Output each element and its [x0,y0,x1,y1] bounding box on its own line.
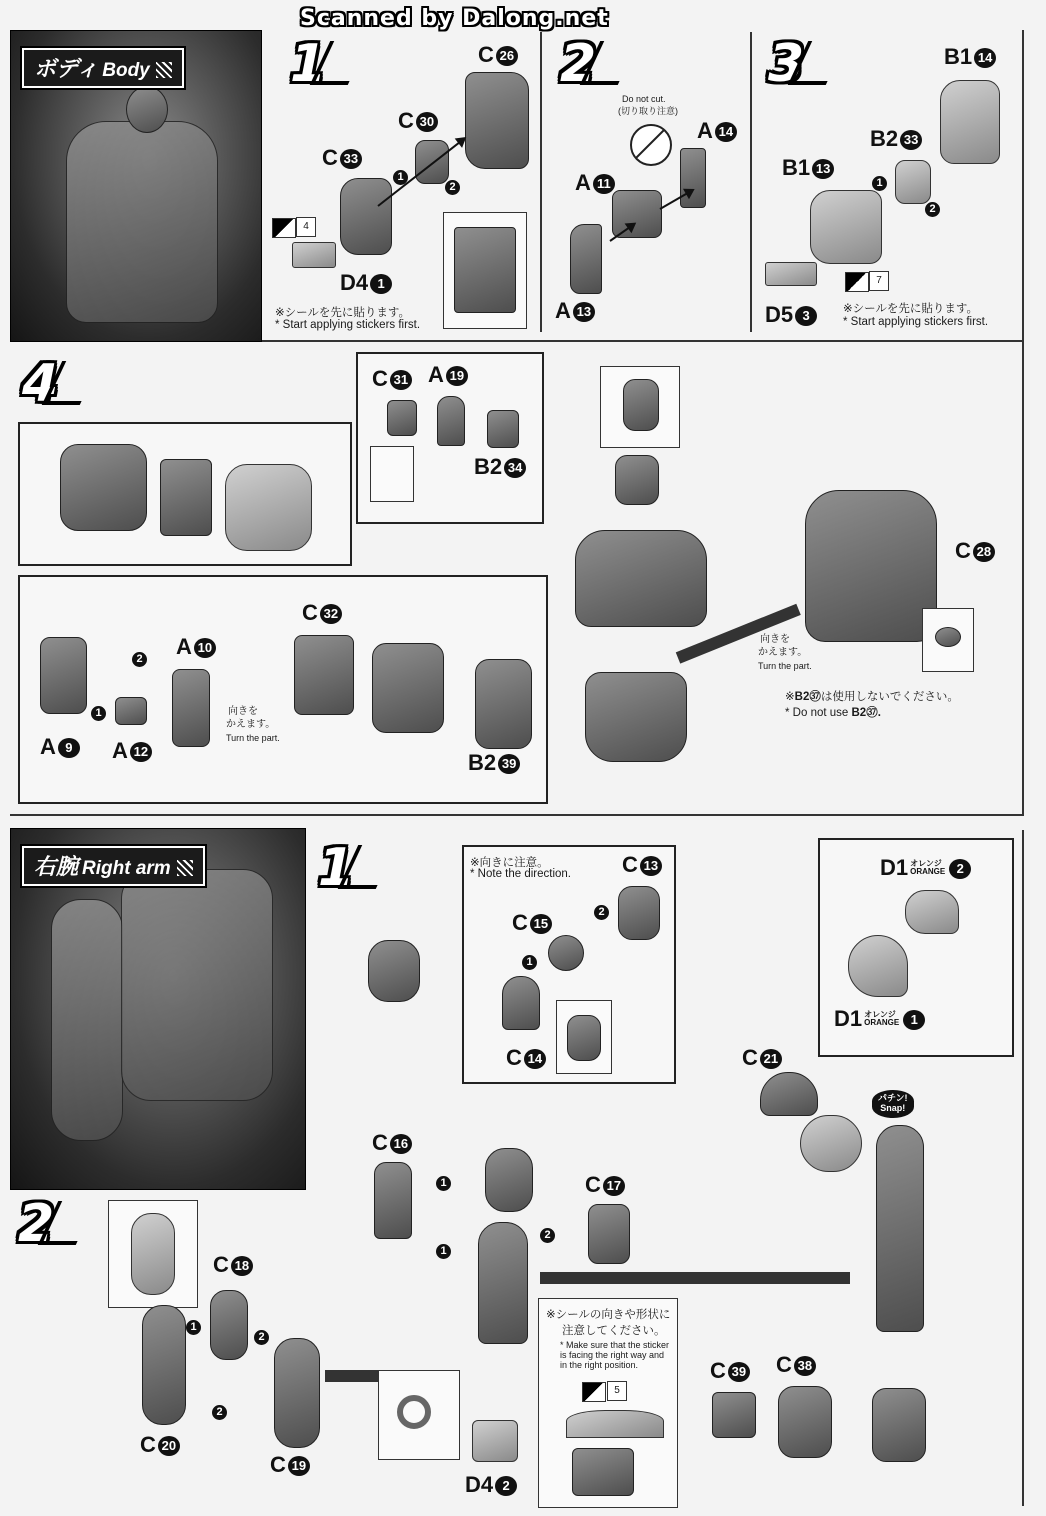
body-step-2: 2 [560,38,628,90]
part-d1-1-shape [848,935,908,997]
part-c33-shape [340,178,392,255]
part-d4-shape [292,242,336,268]
part-c17: C 17 [585,1172,625,1198]
arm-step2-order-2a: 2 [540,1228,555,1243]
hatch-icon [177,860,193,876]
torso-assembled [575,530,707,627]
part-c18: C 18 [213,1252,253,1278]
part-c16-shape [374,1162,412,1239]
part-c21: C 21 [742,1045,782,1071]
part-c13-shape [618,886,660,940]
part-c19-shape [274,1338,320,1448]
arm-step2-order-2c: 2 [212,1405,227,1420]
part-a9: A 9 [40,734,80,760]
part-b2-39-shape [475,659,532,749]
sticker-note-en2: is facing the right way and [560,1350,665,1360]
part-c14: C 14 [506,1045,546,1071]
part-a14-shape [680,148,706,208]
section-tag-body-jp: ボディ [34,56,99,81]
step3-order-2: 2 [925,202,940,217]
c28-detail-shape [935,627,961,647]
step3-note-en: * Start applying stickers first. [843,316,989,328]
part-c31: C 31 [372,366,412,392]
part-d1-2: D1 オレンジ ORANGE 2 [880,855,971,881]
turn-note-right-en: Turn the part. [758,661,812,671]
section-tag-body [22,48,184,88]
sticker-note-en1: * Make sure that the sticker [560,1340,670,1350]
part-c19: C 19 [270,1452,310,1478]
step1-detail-box [443,212,527,329]
ring-detail-box [378,1370,460,1460]
divider-arm-right [1022,830,1024,1506]
step4-back-part [60,444,147,531]
part-c31-shape [387,400,417,436]
arm-step2-arrow-right [540,1272,850,1284]
waist-assembled [585,672,687,762]
step4-front-part [225,464,312,551]
part-c28: C 28 [955,538,995,564]
neck-figure [126,86,168,133]
part-b1-13-shape [810,190,882,264]
c18-detail-box [108,1200,198,1308]
elbow-part [485,1148,533,1212]
torso-figure [66,121,218,323]
part-a19-shape [437,396,465,446]
torso-rear-view [805,490,937,642]
divider-body-right [1022,30,1024,815]
section-tag-body-en: Body [102,60,150,81]
step4-order-1: 1 [91,706,106,721]
c28-detail-box [922,608,974,672]
neck-joint-shape [623,379,659,431]
turn-note-right-jp2: かえます。 [758,647,808,658]
part-b1-14: B1 14 [944,44,996,70]
part-b2-33-shape [895,160,931,204]
step1-note-en: * Start applying stickers first. [275,319,421,331]
part-d4-2: D4 2 [465,1472,517,1498]
part-a9-shape [40,637,87,714]
part-a11: A 11 [575,170,615,196]
part-c39: C 39 [710,1358,750,1384]
ring-icon [397,1395,431,1429]
c14-detail-box [556,1000,612,1074]
step1-order-2: 2 [445,180,460,195]
direction-note-jp: ※向きに注意。 [470,857,549,869]
sticker-applied-shape [572,1448,634,1496]
part-d4-2-shape [472,1420,518,1462]
part-c18-shape [210,1290,248,1360]
divider-step1-2 [540,32,542,332]
part-d4-1: D4 1 [340,270,392,296]
arm-figure [51,899,123,1141]
part-b2-34-shape [487,410,519,448]
sticker-number-7: 7 [869,271,889,291]
step4-neck-detail [600,366,680,448]
part-c38-shape [778,1386,832,1458]
arm-step1-order-2: 2 [594,905,609,920]
do-not-cut-jp: (切り取り注意) [618,106,678,116]
part-a19: A 19 [428,362,468,388]
do-not-use-jp: ※B2㊲は使用しないでください。 [785,691,959,703]
part-c33: C 33 [322,145,362,171]
sticker-shape [566,1410,664,1438]
step4-order-2: 2 [132,652,147,667]
sticker-note-jp1: ※シールの向きや形状に [546,1309,671,1321]
part-c15: C 15 [512,910,552,936]
arm-step-2: 2 [18,1198,86,1250]
part-b2-39: B2 39 [468,750,520,776]
part-d5-shape [765,262,817,286]
part-c26: C 26 [478,42,518,68]
waist-core-shape [372,643,444,733]
c14-detail-shape [567,1015,601,1061]
body-step-3: 3 [768,38,836,90]
part-c13: C 13 [622,852,662,878]
turn-note-right-jp1: 向きを [760,634,790,645]
part-d5-3: D5 3 [765,302,817,328]
step4-detail-box [370,446,414,502]
chest-figure [121,869,273,1101]
body-step-4: 4 [22,358,90,410]
part-b2-33: B2 33 [870,126,922,152]
part-c17-shape [588,1204,630,1264]
step1-detail-part [454,227,516,313]
sticker-flag-icon [845,272,869,292]
turn-note-left-jp1: 向きを [228,706,258,717]
hatch-icon [156,62,172,78]
section-tag-arm [22,846,205,886]
divider-step2-3 [750,32,752,332]
section-tag-arm-jp: 右腕 [34,854,79,879]
section-tag-arm-en: Right arm [82,858,171,879]
sticker-note-en3: in the right position. [560,1360,639,1370]
body-step-1: 1 [290,38,358,90]
step4-mid-part [160,459,212,536]
do-not-cut-icon [630,124,672,166]
part-c20-shape [142,1305,186,1425]
step3-note-jp: ※シールを先に貼ります。 [843,303,978,315]
step4-panel-top-left [18,422,352,566]
part-a12-shape [115,697,147,725]
step3-order-1: 1 [872,176,887,191]
part-c32: C 32 [302,600,342,626]
part-a13-shape [570,224,602,294]
do-not-cut-en: Do not cut. [622,94,666,104]
arm-step2-order-1b: 1 [436,1244,451,1259]
part-a13: A 13 [555,298,595,324]
sticker-flag-icon [582,1382,606,1402]
direction-note-en: * Note the direction. [470,868,572,880]
turn-note-left-en: Turn the part. [226,733,280,743]
c18-detail-shape [131,1213,175,1295]
part-a10-shape [172,669,210,747]
turn-note-left-jp2: かえます。 [226,719,276,730]
shoulder-assembled [800,1115,862,1172]
part-a10: A 10 [176,634,216,660]
part-c38: C 38 [776,1352,816,1378]
step1-order-1: 1 [393,170,408,185]
part-a12: A 12 [112,738,152,764]
forearm-part [478,1222,528,1344]
neck-joint-assembled [615,455,659,505]
arm-step2-order-2b: 2 [254,1330,269,1345]
part-b2-34: B2 34 [474,454,526,480]
part-c16: C 16 [372,1130,412,1156]
divider-body-top [262,340,1024,342]
arm-step-1: 1 [318,842,386,894]
sticker-number-4: 4 [296,217,316,237]
part-c32-shape [294,635,354,715]
scan-watermark: Scanned by Dalong.net [300,6,609,31]
part-b1-13: B1 13 [782,155,834,181]
part-a11-shape [612,190,662,238]
part-d1-1: D1 オレンジ ORANGE 1 [834,1006,925,1032]
arm-step2-order-1c: 1 [186,1320,201,1335]
arm-assembled-long [876,1125,924,1332]
do-not-use-en: * Do not use B2㊲. [785,707,881,719]
part-c20: C 20 [140,1432,180,1458]
upper-arm-part [368,940,420,1002]
part-c30: C 30 [398,108,438,134]
part-a14: A 14 [697,118,737,144]
divider-body-bottom [10,814,1024,816]
sticker-note-jp2: 注意してください。 [562,1325,666,1337]
sticker-number-5: 5 [607,1381,627,1401]
part-c21-shape [760,1072,818,1116]
step1-note-jp: ※シールを先に貼ります。 [275,307,410,319]
arm-step1-order-1: 1 [522,955,537,970]
part-b1-14-shape [940,80,1000,164]
snap-badge: パチン! Snap! [872,1090,914,1118]
part-c14-shape [502,976,540,1030]
part-c26-shape [465,72,529,169]
sticker-flag-icon [272,218,296,238]
arm-step2-order-1a: 1 [436,1176,451,1191]
part-c39-shape [712,1392,756,1438]
hand-part [872,1388,926,1462]
part-c15-shape [548,935,584,971]
part-d1-2-shape [905,890,959,934]
